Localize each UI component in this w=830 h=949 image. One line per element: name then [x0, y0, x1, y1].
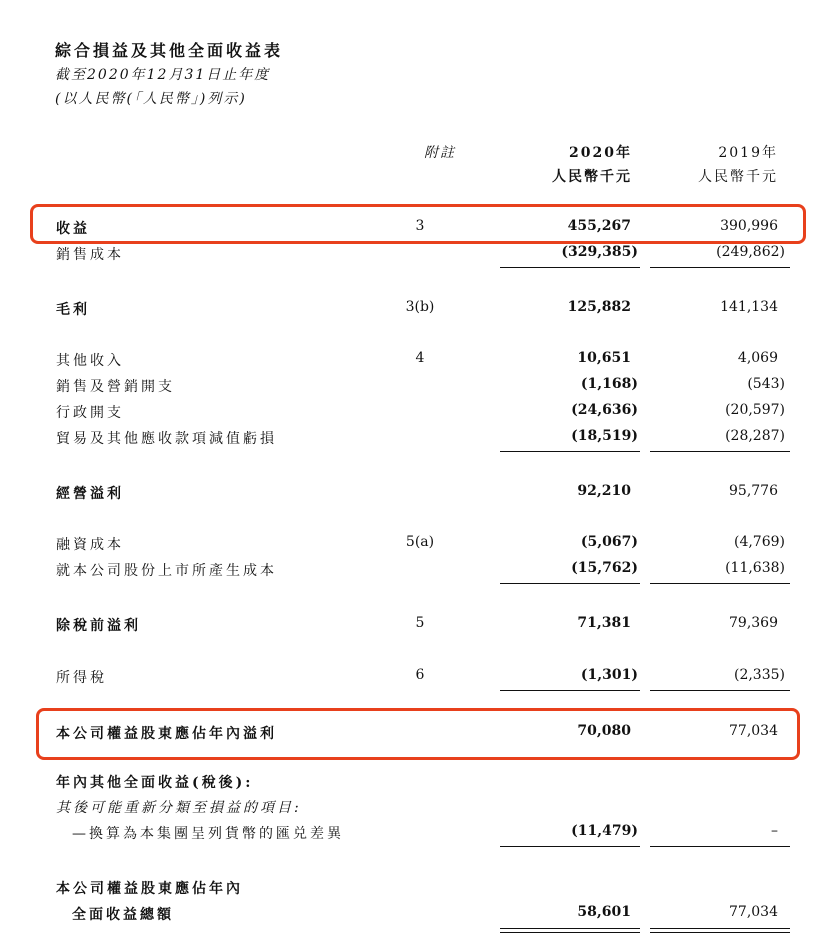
row-value-2020: (1,301) [580, 667, 638, 683]
row-label: 本公司權益股東應佔年內 [56, 881, 243, 897]
table-row-finance-costs [0, 534, 830, 556]
row-note: 5(a) [405, 534, 435, 550]
highlight-box-revenue [30, 204, 806, 244]
subtotal-rule-2019 [650, 583, 790, 584]
table-row-oci-subheading [0, 797, 830, 819]
row-value-2019: 77,034 [729, 723, 778, 739]
row-value-2020: (5,067) [580, 534, 638, 550]
row-value-2020: (1,168) [580, 376, 638, 392]
row-value-2020: 125,882 [567, 299, 631, 315]
row-value-2019: (249,862) [716, 244, 785, 260]
row-value-2020: (329,385) [561, 244, 638, 260]
row-value-2019: (11,638) [725, 560, 785, 576]
row-note: 3 [415, 218, 425, 234]
table-row-oci-heading [0, 772, 830, 794]
subtotal-rule-2019 [650, 690, 790, 691]
row-label: 經營溢利 [56, 486, 124, 502]
table-row-admin-expenses [0, 402, 830, 424]
row-label: —換算為本集團呈列貨幣的匯兑差異 [72, 826, 344, 842]
column-header-2019: 2019年 [718, 145, 778, 161]
total-double-rule-2019 [650, 928, 790, 933]
row-value-2020: 71,381 [577, 615, 631, 631]
row-label: 行政開支 [56, 405, 124, 421]
subtotal-rule-2020 [500, 583, 640, 584]
row-note: 3(b) [405, 299, 435, 315]
row-label: 其後可能重新分類至損益的項目: [56, 800, 302, 816]
subtotal-rule-2020 [500, 690, 640, 691]
subtotal-rule-2019 [650, 451, 790, 452]
row-value-2019: – [771, 823, 778, 839]
row-label: 其他收入 [56, 353, 124, 369]
row-value-2020: 58,601 [577, 904, 631, 920]
subtotal-rule-2020 [500, 267, 640, 268]
row-label: 所得稅 [56, 670, 107, 686]
row-label: 融資成本 [56, 537, 124, 553]
row-value-2020: 70,080 [577, 723, 631, 739]
row-value-2020: (15,762) [571, 560, 638, 576]
row-value-2019: (4,769) [733, 534, 785, 550]
row-value-2019: (20,597) [725, 402, 785, 418]
table-row-total-comprehensive-line1 [0, 878, 830, 900]
row-value-2019: 95,776 [729, 483, 778, 499]
table-row-impairment-loss [0, 428, 830, 450]
row-label: 貿易及其他應收款項減值虧損 [56, 431, 277, 447]
table-row-gross-profit [0, 299, 830, 321]
row-value-2019: 79,369 [729, 615, 778, 631]
row-value-2020: 92,210 [577, 483, 631, 499]
row-label: 銷售及營銷開支 [56, 379, 175, 395]
column-header-note: 附註 [424, 145, 456, 161]
subtotal-rule-2020 [500, 451, 640, 452]
statement-currency: (以人民幣(「人民幣」)列示) [55, 91, 247, 107]
row-label: 年內其他全面收益(稅後): [56, 775, 254, 791]
total-double-rule-2020 [500, 928, 640, 933]
column-header-2019-unit: 人民幣千元 [698, 169, 778, 185]
row-value-2019: (28,287) [725, 428, 785, 444]
column-header-2020-unit: 人民幣千元 [552, 169, 632, 185]
table-row-cost-of-sales [0, 244, 830, 266]
table-row-other-income [0, 350, 830, 372]
table-row-total-comprehensive-income [0, 904, 830, 926]
table-row-listing-costs [0, 560, 830, 582]
subtotal-rule-2020 [500, 846, 640, 847]
row-value-2020: (11,479) [571, 823, 638, 839]
row-value-2020: (18,519) [571, 428, 638, 444]
row-value-2019: 77,034 [729, 904, 778, 920]
row-label: 銷售成本 [56, 247, 124, 263]
table-row-income-tax [0, 667, 830, 689]
table-row-operating-profit [0, 483, 830, 505]
row-value-2020: 10,651 [577, 350, 631, 366]
statement-title: 綜合損益及其他全面收益表 [55, 41, 284, 60]
row-label: 除稅前溢利 [56, 618, 141, 634]
statement-period: 截至2020年12月31日止年度 [55, 67, 271, 83]
row-value-2019: (2,335) [733, 667, 785, 683]
subtotal-rule-2019 [650, 846, 790, 847]
row-value-2019: 141,134 [720, 299, 778, 315]
row-value-2020: 455,267 [567, 218, 631, 234]
row-note: 6 [415, 667, 425, 683]
column-header-2020: 2020年 [569, 145, 632, 161]
row-note: 5 [415, 615, 425, 631]
row-label: 毛利 [56, 302, 90, 318]
row-value-2019: 390,996 [720, 218, 778, 234]
table-row-selling-expenses [0, 376, 830, 398]
row-value-2019: (543) [747, 376, 785, 392]
row-label: 就本公司股份上市所產生成本 [56, 563, 277, 579]
row-value-2019: 4,069 [737, 350, 778, 366]
row-label: 全面收益總額 [72, 907, 174, 923]
table-row-exchange-differences [0, 823, 830, 845]
row-label: 收益 [56, 221, 90, 237]
highlight-box-profit-for-year [36, 708, 800, 760]
table-row-profit-before-tax [0, 615, 830, 637]
subtotal-rule-2019 [650, 267, 790, 268]
row-label: 本公司權益股東應佔年內溢利 [56, 726, 277, 742]
row-value-2020: (24,636) [571, 402, 638, 418]
row-note: 4 [415, 350, 425, 366]
